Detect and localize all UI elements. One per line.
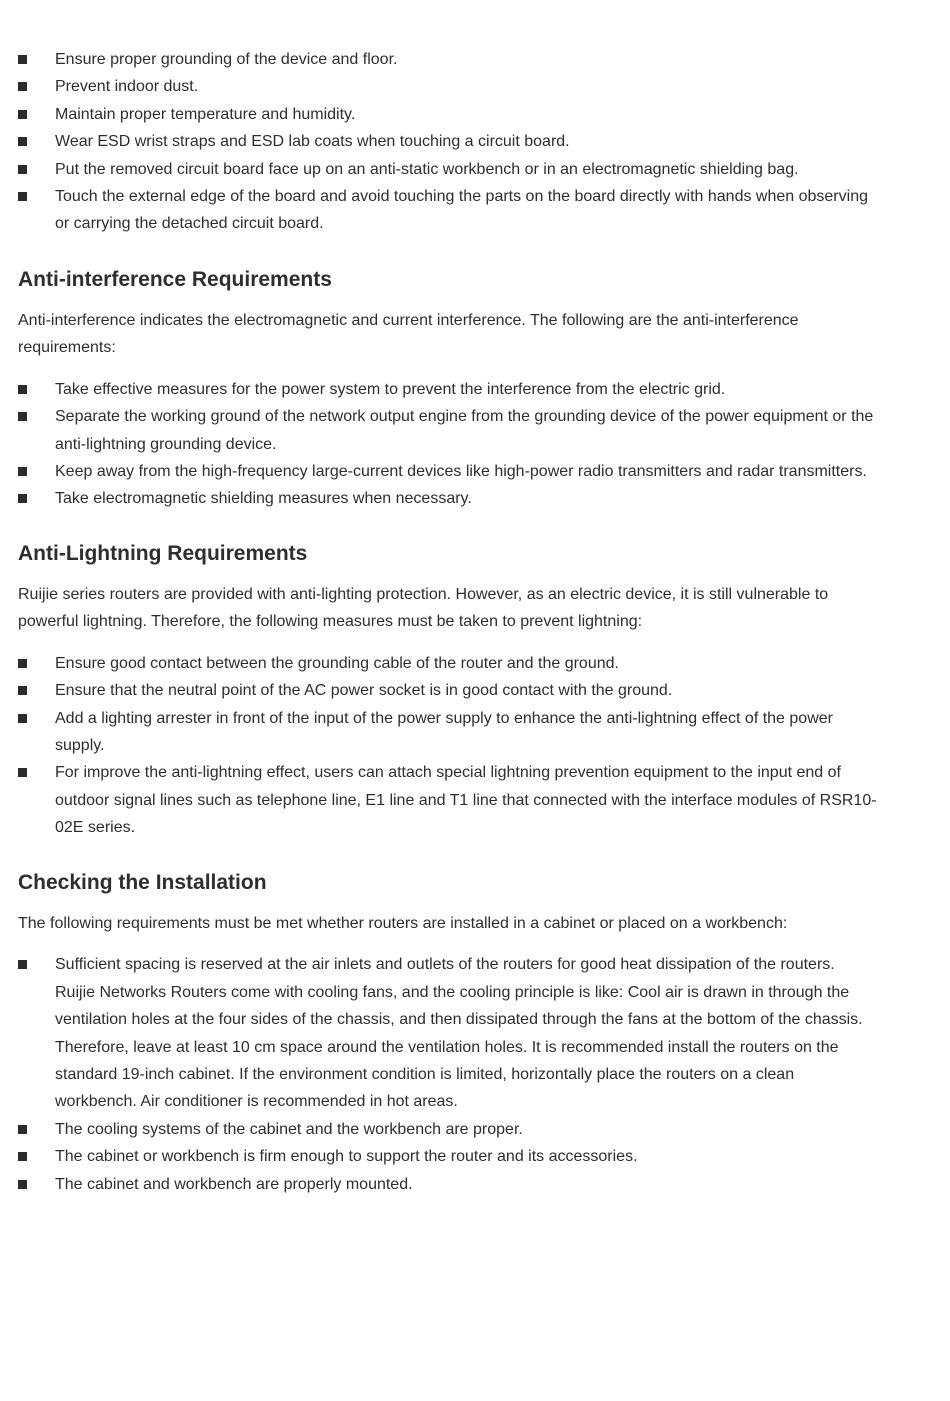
list-item bbox=[18, 1116, 878, 1143]
list-item-text: Ensure proper grounding of the device and floor. bbox=[55, 51, 398, 68]
list-item bbox=[18, 46, 878, 73]
bullet-square-icon bbox=[18, 686, 27, 695]
list-item-text: Ensure that the neutral point of the AC power socket is in good contact with the ground. bbox=[55, 682, 673, 700]
list-item bbox=[18, 705, 878, 760]
bullet-square-icon bbox=[18, 110, 27, 119]
list-item bbox=[18, 1171, 878, 1198]
list-item bbox=[18, 759, 878, 841]
anti-lightning-section bbox=[18, 540, 878, 842]
list-item bbox=[18, 677, 878, 704]
list-item-text: For improve the anti-lightning effect, users can attach special lightning prevention equipment to the input end of outdoor signal lines such as telephone line, E1 line and T1 line that connected with the interface modules of RSR10-02E series. bbox=[55, 764, 877, 837]
bullet-square-icon bbox=[18, 137, 27, 146]
bullet-square-icon bbox=[18, 385, 27, 394]
section-heading: Anti-Lightning Requirements bbox=[18, 542, 308, 565]
bullet-square-icon bbox=[18, 82, 27, 91]
esd-section bbox=[18, 46, 878, 238]
list-item bbox=[18, 156, 878, 183]
list-item-text: The cabinet or workbench is firm enough to support the router and its accessories. bbox=[55, 1148, 638, 1166]
bullet-square-icon bbox=[18, 1125, 27, 1134]
bullet-square-icon bbox=[18, 55, 27, 64]
anti-interference-section bbox=[18, 266, 878, 513]
section-intro: The following requirements must be met whether routers are installed in a cabinet or placed on a workbench: bbox=[18, 915, 788, 932]
list-item-text: Keep away from the high-frequency large-current devices like high-power radio transmitters and radar transmitters. bbox=[55, 463, 867, 481]
list-item-text: The cabinet and workbench are properly mounted. bbox=[55, 1175, 413, 1193]
section-heading: Checking the Installation bbox=[18, 871, 267, 894]
list-item bbox=[18, 128, 878, 155]
bullet-square-icon bbox=[18, 1152, 27, 1161]
list-item bbox=[18, 376, 878, 403]
list-item-text: Add a lighting arrester in front of the input of the power supply to enhance the anti-lightning effect of the power supply. bbox=[55, 709, 833, 755]
list-item-text: Separate the working ground of the network output engine from the grounding device of the power equipment or the anti-lightning grounding device. bbox=[55, 408, 874, 453]
list-item bbox=[18, 403, 878, 458]
list-item-text: Sufficient spacing is reserved at the air inlets and outlets of the routers for good heat dissipation of the routers. Ruijie Networks Routers come with cooling fans, and the cooling principle is like: Cool air is drawn in through the ventilation holes at the four sides of the chassis, and then dissipated through the fans at the bottom of the chassis. Therefore, leave at least 10 cm space around the ventilation holes. It is recommended install the routers on the standard 19-inch cabinet. If the environment condition is limited, horizontally place the routers on a clean workbench. Air conditioner is recommended in hot areas. bbox=[55, 956, 863, 1111]
list-item bbox=[18, 650, 878, 677]
list-item bbox=[18, 101, 878, 128]
bullet-square-icon bbox=[18, 960, 27, 969]
list-item-text: Put the removed circuit board face up on an anti-static workbench or in an electromagnetic shielding bag. bbox=[55, 160, 799, 178]
list-item-text: Prevent indoor dust. bbox=[55, 78, 199, 96]
anti-lightning-bullet-list bbox=[18, 650, 878, 842]
checking-installation-section bbox=[18, 869, 878, 1198]
list-item bbox=[18, 951, 878, 1115]
list-item-text: Take effective measures for the power system to prevent the interference from the electric grid. bbox=[55, 380, 726, 398]
section-heading: Anti-interference Requirements bbox=[18, 268, 332, 291]
list-item bbox=[18, 485, 878, 512]
bullet-square-icon bbox=[18, 467, 27, 476]
list-item bbox=[18, 458, 878, 485]
bullet-square-icon bbox=[18, 1180, 27, 1189]
list-item bbox=[18, 183, 878, 238]
section-intro: Anti-interference indicates the electromagnetic and current interference. The following are the anti-interference requirements: bbox=[18, 312, 799, 357]
bullet-square-icon bbox=[18, 768, 27, 777]
bullet-square-icon bbox=[18, 659, 27, 668]
list-item bbox=[18, 73, 878, 100]
list-item-text: Ensure good contact between the grounding cable of the router and the ground. bbox=[55, 654, 619, 672]
checking-installation-bullet-list bbox=[18, 951, 878, 1198]
list-item-text: Touch the external edge of the board and avoid touching the parts on the board directly with hands when observing or carrying the detached circuit board. bbox=[55, 188, 868, 233]
anti-interference-bullet-list bbox=[18, 376, 878, 513]
esd-bullet-list bbox=[18, 46, 878, 238]
bullet-square-icon bbox=[18, 714, 27, 723]
list-item-text: The cooling systems of the cabinet and the workbench are proper. bbox=[55, 1120, 523, 1138]
bullet-square-icon bbox=[18, 165, 27, 174]
list-item-text: Wear ESD wrist straps and ESD lab coats when touching a circuit board. bbox=[55, 133, 570, 151]
section-intro: Ruijie series routers are provided with anti-lighting protection. However, as an electric device, it is still vulnerable to powerful lightning. Therefore, the following measures must be taken to prevent lightning: bbox=[18, 586, 829, 631]
list-item bbox=[18, 1143, 878, 1170]
bullet-square-icon bbox=[18, 192, 27, 201]
bullet-square-icon bbox=[18, 412, 27, 421]
list-item-text: Take electromagnetic shielding measures when necessary. bbox=[55, 490, 472, 508]
bullet-square-icon bbox=[18, 494, 27, 503]
list-item-text: Maintain proper temperature and humidity. bbox=[55, 105, 356, 123]
